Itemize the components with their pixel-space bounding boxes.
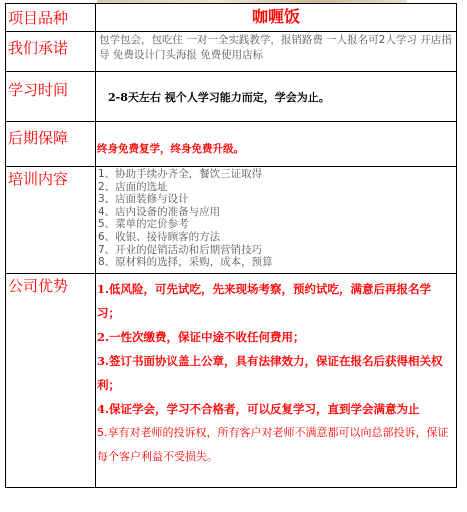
table-row-header [6, 4, 457, 32]
value-cell [96, 4, 457, 32]
table-row-advantages [6, 274, 457, 488]
list-item: 8、原材料的选择，采购，成本，预算 [98, 256, 273, 269]
list-item: 3.签订书面协议盖上公章，具有法律效力，保证在报名后获得相关权利； [97, 354, 443, 392]
table-row-promise [6, 32, 457, 72]
label-cell [6, 32, 96, 72]
row-label-study-time: 学习时间 [8, 81, 69, 99]
list-item: 1.低风险，可先试吃，先来现场考察，预约试吃，满意后再报名学习； [97, 282, 432, 320]
label-cell [6, 4, 96, 32]
promise-text: 包学包会，包吃住 一对一全实践教学，报销路费 一人报名可2人学习 开店指导 免费设计门头海报 免费使用店标 [99, 34, 452, 61]
table-row-study-time [6, 72, 457, 122]
advantages-list [96, 274, 456, 469]
study-time-text: 2-8天左右 视个人学习能力而定，学会为止。 [108, 91, 330, 104]
course-info-table [5, 3, 457, 488]
value-cell [96, 72, 457, 122]
row-label-after-service: 后期保障 [8, 129, 69, 147]
list-item: 5、菜单的定价参考 [98, 218, 189, 231]
list-item: 3、店面装修与设计 [98, 193, 189, 206]
label-cell [6, 167, 96, 274]
value-cell [96, 274, 457, 488]
table-row-training [6, 167, 457, 274]
row-label-project: 项目品种 [8, 9, 69, 27]
value-cell [96, 167, 457, 274]
list-item: 7、开业的促销活动和后期营销技巧 [98, 243, 263, 256]
list-item: 1、协助手续办齐全，餐饮三证取得 [98, 168, 263, 180]
table-row-after-service [6, 122, 457, 167]
row-label-advantages: 公司优势 [8, 277, 69, 295]
after-service-text: 终身免费复学，终身免费升级。 [97, 143, 244, 155]
list-item: 5.享有对老师的投诉权，所有客户对老师不满意都可以向总部投诉，保证每个客户利益不受损失。 [97, 426, 449, 463]
list-item: 2、店面的选址 [98, 180, 168, 193]
list-item: 2.一性次缴费，保证中途不收任何费用； [97, 330, 305, 344]
row-label-training: 培训内容 [8, 170, 69, 188]
value-cell [96, 122, 457, 167]
row-label-promise: 我们承诺 [8, 39, 69, 57]
list-item: 4.保证学会，学习不合格者，可以反复学习，直到学会满意为止 [97, 402, 420, 416]
value-cell [96, 32, 457, 72]
label-cell [6, 122, 96, 167]
label-cell [6, 72, 96, 122]
label-cell [6, 274, 96, 488]
list-item: 4、店内设备的准备与应用 [98, 205, 221, 218]
training-list [96, 167, 456, 269]
list-item: 6、收银、接待顾客的方法 [98, 230, 221, 243]
project-title: 咖喱饭 [251, 7, 300, 26]
